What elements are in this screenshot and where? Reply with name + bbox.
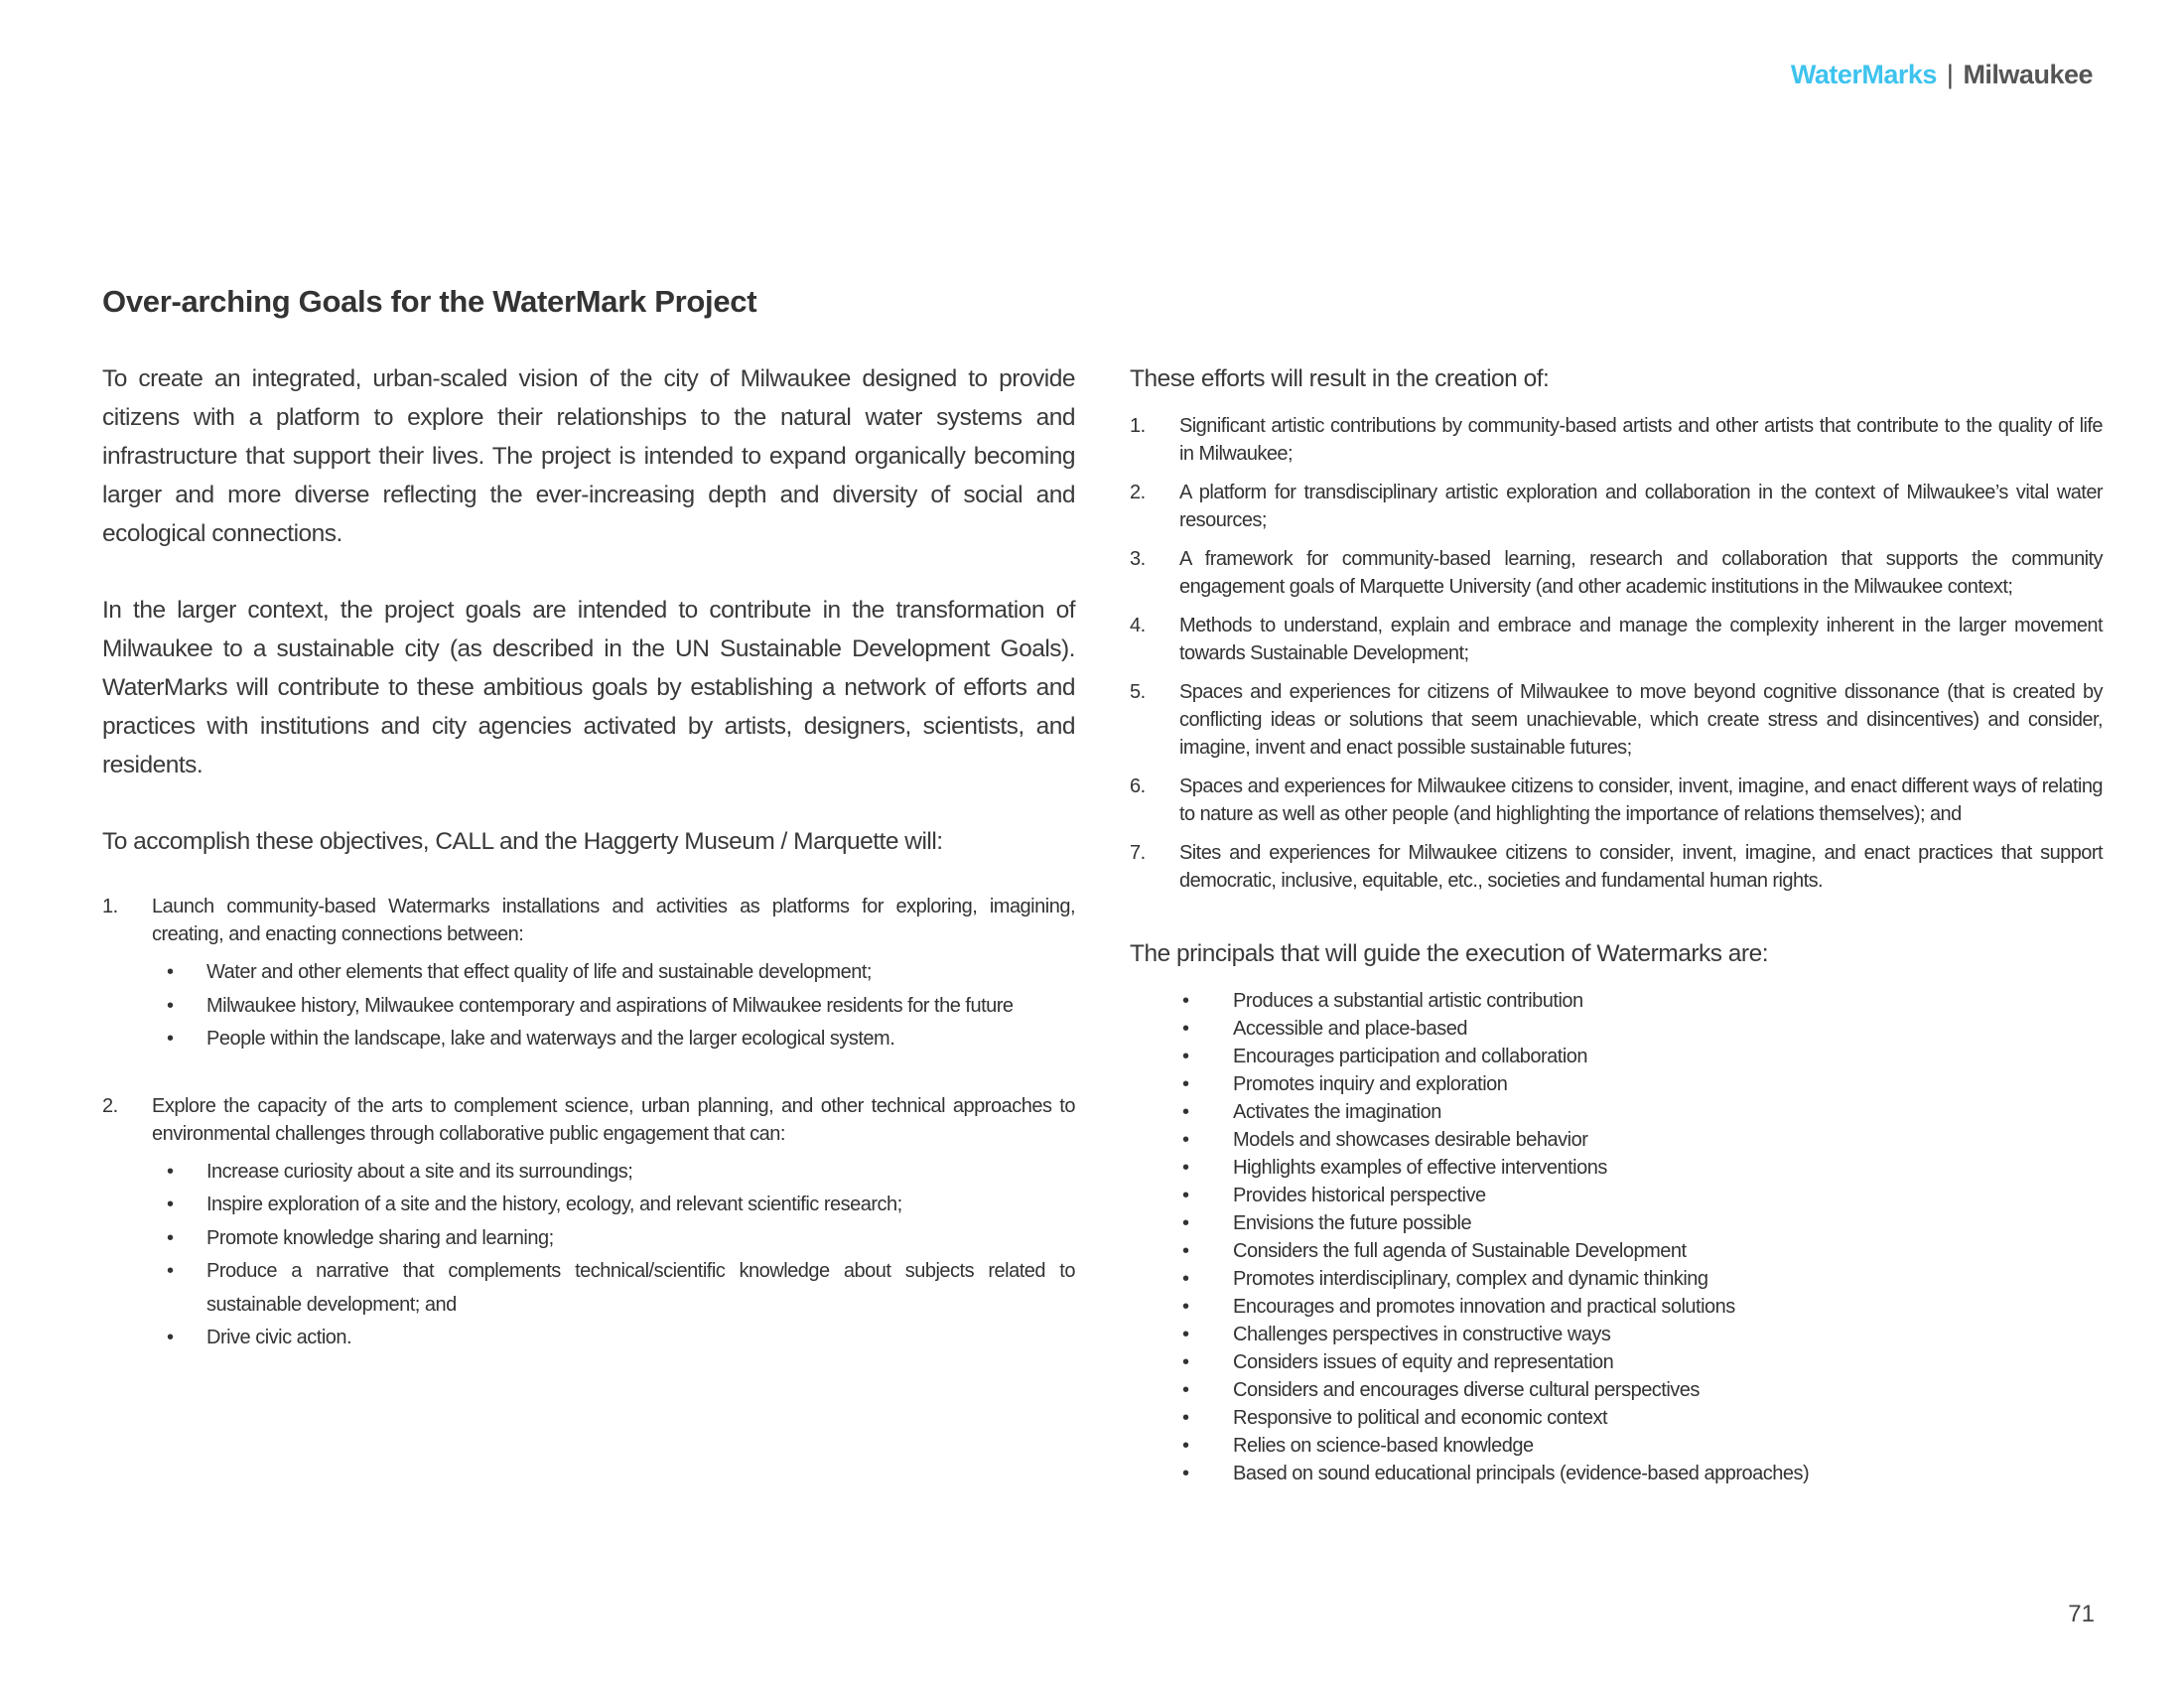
principles-lead: The principals that will guide the execution of Watermarks are: [1130,940,1769,967]
intro-paragraph: To create an integrated, urban-scaled vision of the city of Milwaukee designed to provide citizens with a platform to explore their relationships to the natural water systems and infrastructure that support their lives. The project is intended to expand organically becoming larger and more diverse reflecting the ever-increasing depth and diversity of social and ecological connections. [102,365,1075,547]
principle-item: • Encourages and promotes innovation and practical solutions [1130,1293,2103,1321]
principle-item: • Promotes inquiry and exploration [1130,1070,2103,1098]
header-separator: | [1946,60,1954,89]
result-number: 1. [1130,415,1146,437]
bullet-dot: • [1182,1240,1189,1262]
bullet-dot: • [167,994,174,1017]
bullet-dot: • [1182,1435,1189,1457]
principle-item: • Accessible and place-based [1130,1015,2103,1043]
principle-item: • Relies on science-based knowledge [1130,1432,2103,1460]
goal-bullet: • Drive civic action. [152,1322,1075,1355]
principle-item: • Challenges perspectives in constructive ways [1130,1321,2103,1348]
bullet-dot: • [1182,1046,1189,1067]
principle-item: • Encourages participation and collaboration [1130,1043,2103,1070]
bullet-dot: • [1182,1268,1189,1290]
bullet-dot: • [1182,990,1189,1012]
goal-bullets [152,1156,1075,1355]
goals-list [102,893,1075,1355]
page-title: Over-arching Goals for the WaterMark Project [102,284,757,319]
left-column [102,359,1075,1355]
goal-item [102,1092,1075,1355]
bullet-dot: • [1182,1379,1189,1401]
result-item: 2. A platform for transdisciplinary artistic exploration and collaboration in the context of Milwaukee’s vital water resources; [1130,479,2103,534]
results-list [1130,412,2103,895]
principle-item: • Considers issues of equity and representation [1130,1348,2103,1376]
goal-text: Explore the capacity of the arts to complement science, urban planning, and other technical approaches to environmental challenges through collaborative public engagement that can: [152,1094,1075,1145]
principle-item: • Provides historical perspective [1130,1182,2103,1209]
bullet-dot: • [1182,1463,1189,1484]
principle-item: • Promotes interdisciplinary, complex and dynamic thinking [1130,1265,2103,1293]
objectives-paragraph: To accomplish these objectives, CALL and the Haggerty Museum / Marquette will: [102,828,943,855]
goal-bullet: • Produce a narrative that complements technical/scientific knowledge about subjects related to sustainable development; and [152,1255,1075,1322]
principle-item: • Considers and encourages diverse cultural perspectives [1130,1376,2103,1404]
result-number: 7. [1130,842,1146,864]
bullet-dot: • [1182,1407,1189,1429]
right-column [1130,359,2103,1487]
goal-bullet: • Inspire exploration of a site and the history, ecology, and relevant scientific research; [152,1189,1075,1222]
result-item: 1. Significant artistic contributions by community-based artists and other artists that contribute to the quality of life in Milwaukee; [1130,412,2103,468]
bullet-dot: • [167,1226,174,1249]
goal-number: 1. [102,896,118,917]
result-number: 6. [1130,775,1146,797]
running-header [1791,60,2093,90]
bullet-dot: • [167,1028,174,1050]
goal-bullet: • People within the landscape, lake and waterways and the larger ecological system. [152,1023,1075,1056]
principle-item: • Based on sound educational principals (evidence-based approaches) [1130,1460,2103,1487]
results-lead: These efforts will result in the creation of: [1130,365,1550,392]
bullet-dot: • [1182,1296,1189,1318]
principle-item: • Models and showcases desirable behavior [1130,1126,2103,1154]
goal-number: 2. [102,1094,118,1117]
principle-item: • Envisions the future possible [1130,1209,2103,1237]
result-item: 5. Spaces and experiences for citizens of Milwaukee to move beyond cognitive dissonance (that is created by conflicting ideas or solutions that seem unachievable, which create stress and disincentives) and consider, imagine, invent and enact possible sustainable futures; [1130,678,2103,762]
bullet-dot: • [1182,1324,1189,1345]
bullet-dot: • [1182,1212,1189,1234]
principle-item: • Produces a substantial artistic contribution [1130,987,2103,1015]
principle-item: • Activates the imagination [1130,1098,2103,1126]
bullet-dot: • [167,961,174,983]
principles-list [1130,987,2103,1487]
result-number: 4. [1130,615,1146,636]
result-item: 4. Methods to understand, explain and embrace and manage the complexity inherent in the larger movement towards Sustainable Development; [1130,612,2103,667]
principle-item: • Highlights examples of effective interventions [1130,1154,2103,1182]
bullet-dot: • [1182,1018,1189,1040]
goal-bullets [152,956,1075,1056]
result-item: 6. Spaces and experiences for Milwaukee citizens to consider, invent, imagine, and enact different ways of relating to nature as well as other people (and highlighting the importance of relations themselves); and [1130,773,2103,828]
bullet-dot: • [167,1160,174,1183]
goal-bullet: • Promote knowledge sharing and learning; [152,1222,1075,1256]
bullet-dot: • [1182,1073,1189,1095]
bullet-dot: • [167,1327,174,1348]
result-item: 7. Sites and experiences for Milwaukee citizens to consider, invent, imagine, and enact practices that support democratic, inclusive, equitable, etc., societies and fundamental human rights. [1130,839,2103,895]
bullet-dot: • [1182,1101,1189,1123]
goal-bullet: • Increase curiosity about a site and its surroundings; [152,1156,1075,1190]
principle-item: • Considers the full agenda of Sustainable Development [1130,1237,2103,1265]
bullet-dot: • [167,1260,174,1282]
header-city: Milwaukee [1963,60,2093,89]
goal-bullet: • Water and other elements that effect quality of life and sustainable development; [152,956,1075,990]
goal-text: Launch community-based Watermarks installations and activities as platforms for exploring, imagining, creating, and enacting connections between: [152,896,1075,945]
bullet-dot: • [167,1194,174,1215]
goal-bullet: • Milwaukee history, Milwaukee contemporary and aspirations of Milwaukee residents for the future [152,990,1075,1024]
bullet-dot: • [1182,1185,1189,1206]
result-number: 3. [1130,548,1146,570]
result-number: 2. [1130,482,1146,503]
bullet-dot: • [1182,1351,1189,1373]
principle-item: • Responsive to political and economic context [1130,1404,2103,1432]
result-item: 3. A framework for community-based learning, research and collaboration that supports the community engagement goals of Marquette University (and other academic institutions in the Milwaukee context; [1130,545,2103,601]
bullet-dot: • [1182,1157,1189,1179]
header-brand: WaterMarks [1790,60,1937,89]
page-number: 71 [2068,1601,2095,1627]
result-number: 5. [1130,681,1146,703]
bullet-dot: • [1182,1129,1189,1151]
context-paragraph: In the larger context, the project goals are intended to contribute in the transformation of Milwaukee to a sustainable city (as described in the UN Sustainable Development Goals). WaterMarks will contribute to these ambitious goals by establishing a network of efforts and practices with institutions and city agencies activated by artists, designers, scientists, and residents. [102,597,1075,778]
goal-item [102,893,1075,1056]
